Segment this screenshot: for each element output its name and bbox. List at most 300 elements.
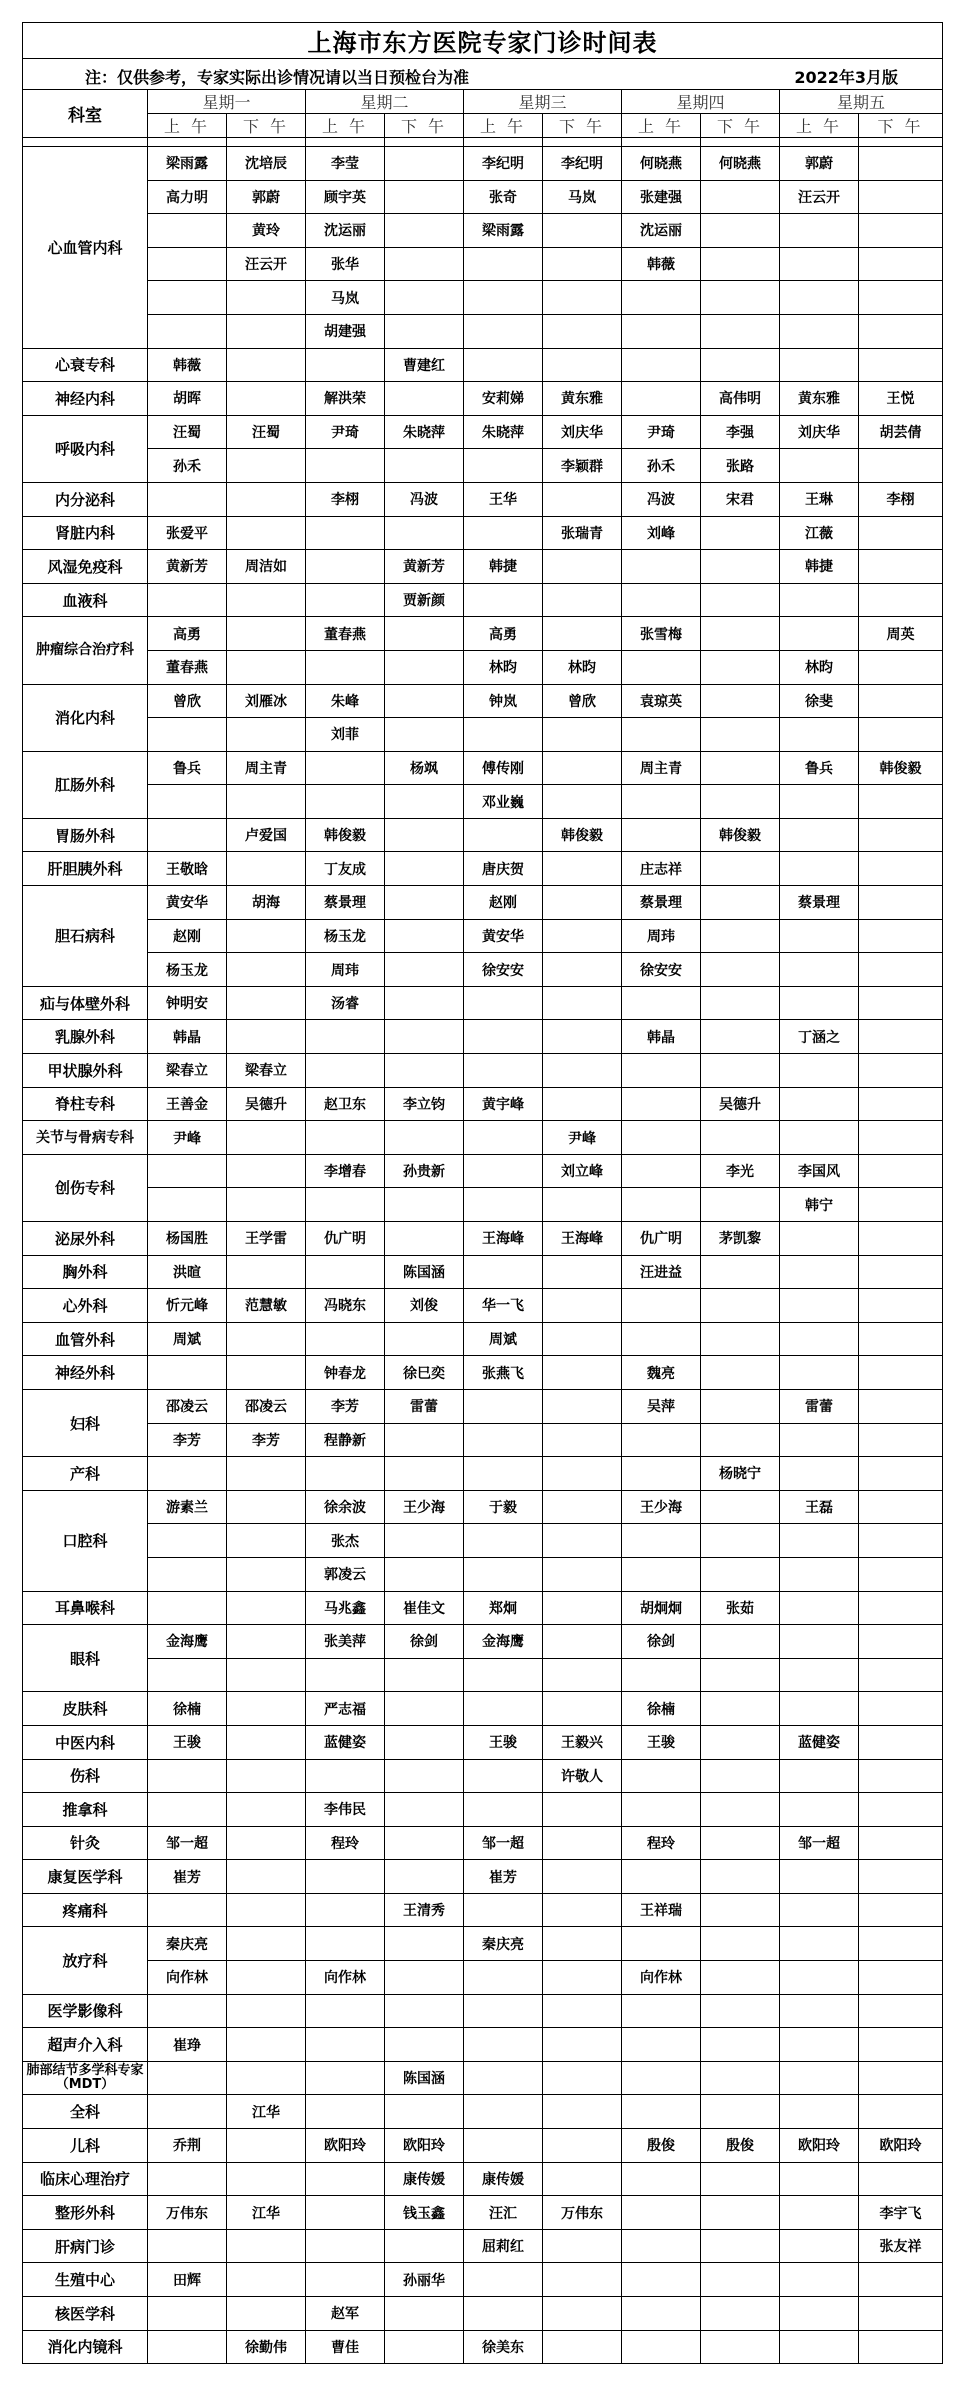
doctor-cell [227,1826,306,1860]
doctor-cell [780,1860,859,1894]
doctor-cell [227,1154,306,1188]
doctor-cell: 张友祥 [859,2229,943,2263]
doctor-cell [701,1927,780,1961]
doctor-cell: 王骏 [464,1725,543,1759]
doctor-cell [543,718,622,752]
table-row [23,1692,943,1726]
doctor-cell [701,953,780,987]
doctor-cell [780,1524,859,1558]
doctor-cell [701,516,780,550]
table-row [23,147,943,181]
doctor-cell [385,818,464,852]
doctor-cell [859,1557,943,1591]
doctor-cell [622,986,701,1020]
doctor-cell: 邹一超 [148,1826,227,1860]
doctor-cell [543,1389,622,1423]
department-name: 内分泌科 [23,482,148,516]
spacer-cell [23,138,148,147]
doctor-cell [543,1591,622,1625]
doctor-cell: 向作林 [148,1961,227,1995]
department-name: 心外科 [23,1289,148,1323]
doctor-cell: 黄安华 [148,886,227,920]
day-header: 星期五 [780,90,943,114]
doctor-cell: 李宇飞 [859,2196,943,2230]
doctor-cell: 徐安安 [622,953,701,987]
table-row [23,2196,943,2230]
doctor-cell: 高勇 [464,617,543,651]
spacer-cell [701,138,780,147]
table-row [23,1927,943,1961]
doctor-cell [622,1557,701,1591]
doctor-cell: 秦庆亮 [148,1927,227,1961]
doctor-cell: 邓业巍 [464,785,543,819]
doctor-cell [859,718,943,752]
doctor-cell: 赵卫东 [306,1087,385,1121]
doctor-cell [859,348,943,382]
header-spacer-row [23,138,943,147]
doctor-cell [622,1121,701,1155]
doctor-cell [780,1625,859,1659]
doctor-cell: 高力明 [148,180,227,214]
doctor-cell [227,1625,306,1659]
doctor-cell [543,1356,622,1390]
doctor-cell: 徐巳奕 [385,1356,464,1390]
doctor-cell [543,1692,622,1726]
doctor-cell: 马岚 [306,281,385,315]
department-name: 神经内科 [23,382,148,416]
doctor-cell: 王祥瑞 [622,1893,701,1927]
doctor-cell: 林昀 [780,650,859,684]
doctor-cell [859,919,943,953]
doctor-cell [622,382,701,416]
doctor-cell: 汪蜀 [227,415,306,449]
doctor-cell: 周玮 [622,919,701,953]
doctor-cell [543,919,622,953]
doctor-cell: 汪云开 [780,180,859,214]
doctor-cell [622,348,701,382]
doctor-cell [227,2129,306,2163]
doctor-cell [385,1524,464,1558]
doctor-cell [148,2061,227,2095]
doctor-cell [148,482,227,516]
doctor-cell: 张美萍 [306,1625,385,1659]
doctor-cell: 鲁兵 [780,751,859,785]
doctor-cell: 周洁如 [227,550,306,584]
doctor-cell [385,953,464,987]
doctor-cell [701,1020,780,1054]
doctor-cell [306,1255,385,1289]
doctor-cell [701,718,780,752]
doctor-cell: 王琳 [780,482,859,516]
doctor-cell [227,1188,306,1222]
table-row [23,986,943,1020]
doctor-cell [385,1826,464,1860]
department-name: 放疗科 [23,1927,148,1994]
doctor-cell: 尹峰 [543,1121,622,1155]
doctor-cell: 冯晓东 [306,1289,385,1323]
department-name: 儿科 [23,2129,148,2163]
doctor-cell [464,1423,543,1457]
doctor-cell [859,550,943,584]
doctor-cell [148,1557,227,1591]
doctor-cell: 茅凯黎 [701,1222,780,1256]
half-header-row [23,114,943,138]
doctor-cell [701,281,780,315]
doctor-cell [543,2129,622,2163]
doctor-cell: 曾欣 [543,684,622,718]
doctor-cell [464,1154,543,1188]
doctor-cell: 安莉娣 [464,382,543,416]
doctor-cell [622,281,701,315]
doctor-cell: 胡炯炯 [622,1591,701,1625]
doctor-cell [780,718,859,752]
department-name: 中医内科 [23,1725,148,1759]
doctor-cell: 徐楠 [622,1692,701,1726]
doctor-cell [780,2263,859,2297]
department-name: 乳腺外科 [23,1020,148,1054]
doctor-cell: 于毅 [464,1490,543,1524]
table-row [23,2263,943,2297]
doctor-cell: 顾宇英 [306,180,385,214]
doctor-cell: 韩俊毅 [543,818,622,852]
doctor-cell: 朱晓萍 [385,415,464,449]
doctor-cell [464,818,543,852]
doctor-cell [543,1893,622,1927]
doctor-cell: 李立钧 [385,1087,464,1121]
doctor-cell [859,1121,943,1155]
doctor-cell [306,2162,385,2196]
doctor-cell: 严志福 [306,1692,385,1726]
department-name: 口腔科 [23,1490,148,1591]
pm-header: 下 午 [385,114,464,138]
doctor-cell [385,919,464,953]
doctor-cell: 程静新 [306,1423,385,1457]
doctor-cell: 黄新芳 [385,550,464,584]
doctor-cell: 董春燕 [148,650,227,684]
doctor-cell [701,1893,780,1927]
doctor-cell [780,818,859,852]
table-row [23,1826,943,1860]
doctor-cell [780,1893,859,1927]
doctor-cell [227,1692,306,1726]
doctor-cell [859,1658,943,1692]
doctor-cell [543,953,622,987]
table-row [23,1625,943,1659]
doctor-cell: 王悦 [859,382,943,416]
doctor-cell [543,1524,622,1558]
doctor-cell: 张茹 [701,1591,780,1625]
doctor-cell: 秦庆亮 [464,1927,543,1961]
department-name: 生殖中心 [23,2263,148,2297]
doctor-cell: 韩捷 [464,550,543,584]
doctor-cell: 向作林 [622,1961,701,1995]
doctor-cell: 汤睿 [306,986,385,1020]
doctor-cell [543,1188,622,1222]
doctor-cell: 徐楠 [148,1692,227,1726]
doctor-cell [543,314,622,348]
doctor-cell [227,1994,306,2028]
doctor-cell [227,1893,306,1927]
doctor-cell [622,2196,701,2230]
table-row [23,2095,943,2129]
doctor-cell: 周玮 [306,953,385,987]
doctor-cell: 赵刚 [464,886,543,920]
doctor-cell [385,852,464,886]
doctor-cell [859,1591,943,1625]
doctor-cell [543,1625,622,1659]
doctor-cell [227,1557,306,1591]
doctor-cell: 杨晓宁 [701,1457,780,1491]
day-header: 星期二 [306,90,464,114]
doctor-cell [701,1356,780,1390]
table-row [23,1222,943,1256]
doctor-cell [780,2095,859,2129]
doctor-cell [701,2095,780,2129]
table-row [23,1289,943,1323]
doctor-cell [701,2162,780,2196]
doctor-cell: 徐美东 [464,2330,543,2364]
doctor-cell: 金海鹰 [464,1625,543,1659]
pm-header: 下 午 [701,114,780,138]
doctor-cell [622,2061,701,2095]
doctor-cell [780,2162,859,2196]
table-row [23,1423,943,1457]
doctor-cell: 范慧敏 [227,1289,306,1323]
doctor-cell [306,1994,385,2028]
schedule-table [22,22,943,2364]
doctor-cell [385,1725,464,1759]
doctor-cell: 林昀 [464,650,543,684]
doctor-cell [701,617,780,651]
doctor-cell: 刘庆华 [780,415,859,449]
doctor-cell: 李芳 [148,1423,227,1457]
doctor-cell [859,818,943,852]
doctor-cell [859,1289,943,1323]
doctor-cell [543,1793,622,1827]
doctor-cell [543,1860,622,1894]
doctor-cell [622,1658,701,1692]
doctor-cell [622,718,701,752]
doctor-cell [543,214,622,248]
table-row [23,281,943,315]
doctor-cell [306,2028,385,2062]
doctor-cell: 韩俊毅 [859,751,943,785]
doctor-cell [385,247,464,281]
doctor-cell [385,617,464,651]
schedule-sheet [22,22,942,2364]
doctor-cell [385,1793,464,1827]
doctor-cell [306,449,385,483]
doctor-cell [227,1961,306,1995]
table-row [23,1860,943,1894]
doctor-cell [859,785,943,819]
doctor-cell [780,1222,859,1256]
doctor-cell [701,2229,780,2263]
doctor-cell [464,1557,543,1591]
doctor-cell: 胡建强 [306,314,385,348]
doctor-cell: 游素兰 [148,1490,227,1524]
doctor-cell [227,1490,306,1524]
am-header: 上 午 [306,114,385,138]
doctor-cell: 韩宁 [780,1188,859,1222]
table-row [23,1793,943,1827]
doctor-cell: 高伟明 [701,382,780,416]
doctor-cell: 王骏 [622,1725,701,1759]
doctor-cell: 徐剑 [385,1625,464,1659]
doctor-cell: 尹琦 [306,415,385,449]
doctor-cell [464,1961,543,1995]
doctor-cell [306,1188,385,1222]
doctor-cell: 李纪明 [543,147,622,181]
doctor-cell [701,2263,780,2297]
doctor-cell [780,1121,859,1155]
doctor-cell: 韩俊毅 [701,818,780,852]
doctor-cell [859,214,943,248]
doctor-cell [859,2162,943,2196]
doctor-cell: 王学雷 [227,1222,306,1256]
doctor-cell: 朱晓萍 [464,415,543,449]
doctor-cell [859,1389,943,1423]
doctor-cell: 冯波 [385,482,464,516]
department-name: 血管外科 [23,1322,148,1356]
doctor-cell [227,650,306,684]
doctor-cell: 蔡景理 [622,886,701,920]
doctor-cell [148,2229,227,2263]
doctor-cell [859,2297,943,2331]
doctor-cell [859,2061,943,2095]
doctor-cell [385,1322,464,1356]
doctor-cell: 王海峰 [464,1222,543,1256]
doctor-cell [385,449,464,483]
doctor-cell [385,1994,464,2028]
department-name: 关节与骨病专科 [23,1121,148,1155]
table-row [23,1322,943,1356]
doctor-cell [859,1692,943,1726]
page-title: 上海市东方医院专家门诊时间表 [23,23,943,59]
doctor-cell [227,1927,306,1961]
doctor-cell: 杨国胜 [148,1222,227,1256]
doctor-cell: 徐剑 [622,1625,701,1659]
doctor-cell [701,751,780,785]
doctor-cell [622,1423,701,1457]
doctor-cell [385,1020,464,1054]
doctor-cell [859,1524,943,1558]
doctor-cell [148,718,227,752]
doctor-cell: 徐安安 [464,953,543,987]
doctor-cell [543,247,622,281]
doctor-cell [464,1524,543,1558]
doctor-cell: 解洪荣 [306,382,385,416]
table-row [23,684,943,718]
doctor-cell [859,1893,943,1927]
department-name: 疝与体壁外科 [23,986,148,1020]
doctor-cell [306,516,385,550]
doctor-cell [780,583,859,617]
department-name: 妇科 [23,1389,148,1456]
doctor-cell: 刘菲 [306,718,385,752]
table-row [23,2129,943,2163]
doctor-cell [385,1054,464,1088]
doctor-cell: 张华 [306,247,385,281]
doctor-cell [227,1356,306,1390]
doctor-cell [701,214,780,248]
doctor-cell [148,247,227,281]
doctor-cell [543,1658,622,1692]
doctor-cell: 宋君 [701,482,780,516]
doctor-cell [306,1658,385,1692]
doctor-cell [701,1557,780,1591]
doctor-cell: 金海鹰 [148,1625,227,1659]
doctor-cell: 韩晶 [148,1020,227,1054]
table-row [23,718,943,752]
table-row [23,1725,943,1759]
department-name: 胸外科 [23,1255,148,1289]
doctor-cell [543,2229,622,2263]
doctor-cell [227,953,306,987]
spacer-cell [622,138,701,147]
doctor-cell [543,1087,622,1121]
doctor-cell [780,919,859,953]
doctor-cell: 杨飒 [385,751,464,785]
doctor-cell: 邹一超 [780,1826,859,1860]
doctor-cell: 汪汇 [464,2196,543,2230]
am-header: 上 午 [622,114,701,138]
doctor-cell [701,1524,780,1558]
doctor-cell [701,2330,780,2364]
doctor-cell [543,852,622,886]
doctor-cell [701,1793,780,1827]
doctor-cell [148,1591,227,1625]
doctor-cell [859,1020,943,1054]
doctor-cell [780,617,859,651]
doctor-cell: 张爱平 [148,516,227,550]
doctor-cell [464,2129,543,2163]
doctor-cell [780,986,859,1020]
doctor-cell: 王少海 [385,1490,464,1524]
doctor-cell: 丁涵之 [780,1020,859,1054]
doctor-cell [227,1658,306,1692]
doctor-cell [306,550,385,584]
doctor-cell: 冯波 [622,482,701,516]
doctor-cell: 忻元峰 [148,1289,227,1323]
doctor-cell [464,1054,543,1088]
dept-header: 科室 [23,90,148,138]
table-row [23,415,943,449]
doctor-cell: 胡芸倩 [859,415,943,449]
doctor-cell: 郑炯 [464,1591,543,1625]
doctor-cell [622,1994,701,2028]
doctor-cell: 李颖群 [543,449,622,483]
doctor-cell [543,1927,622,1961]
doctor-cell [227,919,306,953]
doctor-cell [780,1289,859,1323]
doctor-cell: 雷蕾 [385,1389,464,1423]
doctor-cell: 傅传刚 [464,751,543,785]
doctor-cell: 崔芳 [148,1860,227,1894]
doctor-cell [780,1457,859,1491]
pm-header: 下 午 [859,114,943,138]
doctor-cell [148,1188,227,1222]
doctor-cell [464,2061,543,2095]
pm-header: 下 午 [543,114,622,138]
table-row [23,214,943,248]
doctor-cell: 李伟民 [306,1793,385,1827]
doctor-cell [385,180,464,214]
doctor-cell [306,1927,385,1961]
doctor-cell: 鲁兵 [148,751,227,785]
day-header: 星期三 [464,90,622,114]
doctor-cell [464,2297,543,2331]
